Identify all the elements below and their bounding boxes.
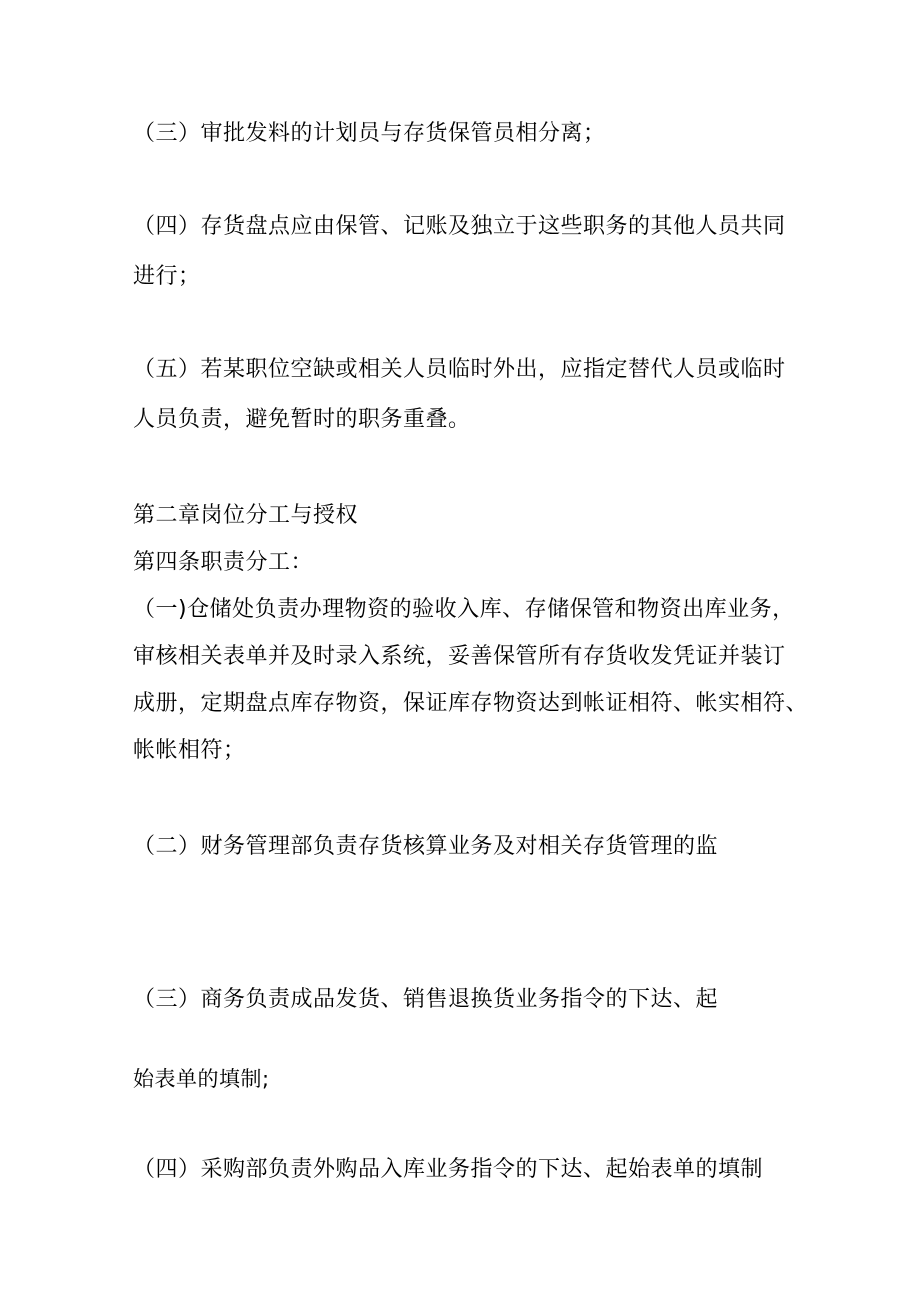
text-line: 始表单的填制; — [133, 1067, 270, 1091]
text-line: 审核相关表单并及时录入系统，妥善保管所有存货收发凭证并装订 — [133, 644, 786, 669]
text-line: （一)仓储处负责办理物资的验收入库、存储保管和物资出库业务， — [133, 597, 795, 622]
text-line: （四）存货盘点应由保管、记账及独立于这些职务的其他人员共同 — [133, 214, 786, 239]
article-heading: 第四条职责分工： — [133, 550, 314, 575]
text-line: 人员负责，避免暂时的职务重叠。 — [133, 407, 471, 432]
text-line: 进行； — [133, 264, 201, 289]
text-line: （二）财务管理部负责存货核算业务及对相关存货管理的监 — [133, 834, 719, 859]
text-line: 帐帐相符； — [133, 738, 246, 763]
text-line: （四）采购部负责外购品入库业务指令的下达、起始表单的填制 — [133, 1157, 764, 1182]
text-line: （五）若某职位空缺或相关人员临时外出，应指定替代人员或临时 — [133, 357, 786, 382]
chapter-heading: 第二章岗位分工与授权 — [133, 503, 359, 528]
text-line: （三）商务负责成品发货、销售退换货业务指令的下达、起 — [133, 987, 719, 1012]
text-line: 成册，定期盘点库存物资，保证库存物资达到帐证相符、帐实相符、 — [133, 691, 809, 716]
text-line: （三）审批发料的计划员与存货保管员相分离； — [133, 121, 606, 146]
